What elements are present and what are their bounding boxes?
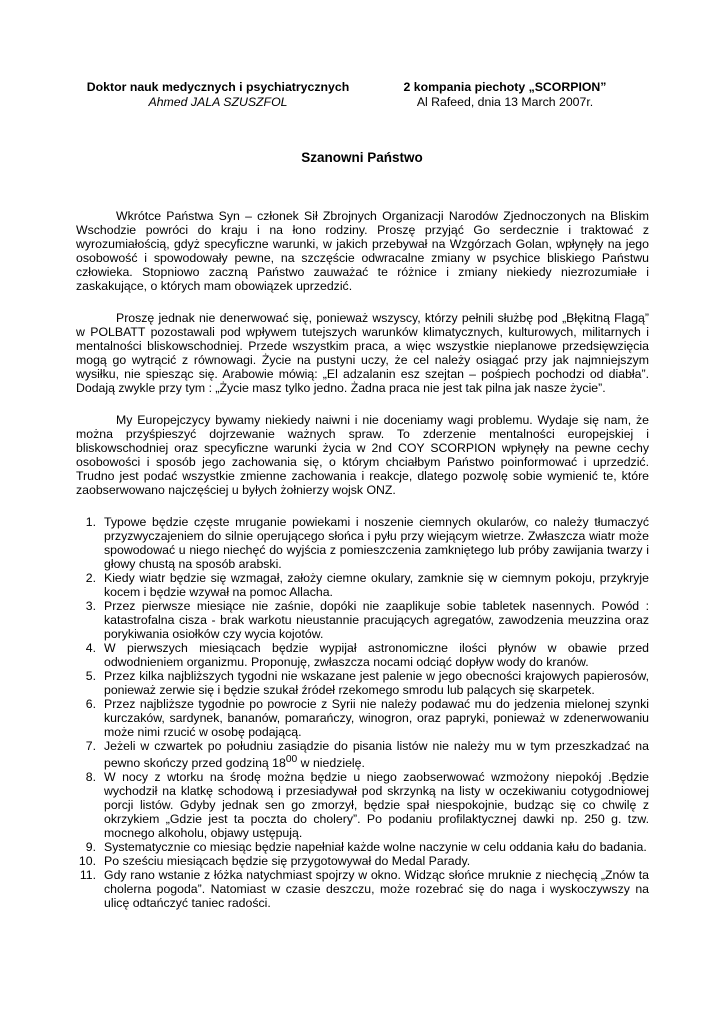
- list-text: Typowe będzie częste mruganie powiekami i noszenie ciemnych okularów, co należy tłumaczyć przyzwyczajeniem do silnie operującego słońca i pyłu przy wiejącym wietrze. Zwłaszcza wiatr może spowodować u niego niechęć do wyjścia z pomieszczenia zamkniętego lub próby zawijania twarzy i głowy chustą na sposób arabski.: [104, 515, 649, 571]
- list-text: W pierwszych miesiącach będzie wypijał astronomiczne ilości płynów w obawie przed odwodnieniem organizmu. Proponuję, zwłaszcza nocami odciąć dopływ wody do kranów.: [104, 641, 649, 669]
- list-text: Gdy rano wstanie z łóżka natychmiast spojrzy w okno. Widząc słońce mruknie z niechęcią „Znów ta cholerna pogoda”. Natomiast w czasie deszczu, może rozebrać się do naga i wyskoczywszy na ulicę odtańczyć taniec radości.: [104, 868, 649, 911]
- list-item: [76, 854, 649, 868]
- list-number: 11.: [79, 868, 96, 883]
- list-item: [76, 770, 649, 840]
- symptom-list: [76, 515, 649, 910]
- paragraph-2: Proszę jednak nie denerwować się, ponieważ wszyscy, którzy pełnili służbę pod „Błękitną Flagą” w POLBATT pozostawali pod wpływem tutejszych warunków klimatycznych, kulturowych, militarnych i mentalności bliskowschodniej. Przede wszystkim praca, a więc wszystkie nieplanowe przedsięwzięcia mogą go wytrącić z równowagi. Życie na pustyni uczy, że cel należy osiągać przy jak najmniejszym wysiłku, nie spiesząc się. Arabowie mówią: „El adzalanin esz szejtan – pośpiech pochodzi od diabła”. Dodają zwykle przy tym : „Życie masz tylko jedno. Żadna praca nie jest tak pilna jak nasze życie”.: [76, 311, 649, 395]
- list-text: Po sześciu miesiącach będzie się przygotowywał do Medal Parady.: [104, 854, 471, 869]
- letter-body: [76, 209, 649, 910]
- list-text-part: w niedzielę.: [297, 756, 365, 771]
- list-text: Przez pierwsze miesiące nie zaśnie, dopóki nie zaaplikuje sobie tabletek nasennych. Powód : katastrofalna cisza - brak warkotu nieustannie pracujących agregatów, zawodzenia meuzzina oraz porykiwania osiołków czy wycia kojotów.: [104, 599, 649, 641]
- list-number: 4.: [85, 641, 96, 655]
- list-number: 3.: [85, 599, 96, 613]
- list-number: 8.: [85, 770, 96, 785]
- paragraph-3: My Europejczycy bywamy niekiedy naiwni i nie doceniamy wagi problemu. Wydaje się nam, że można przyśpieszyć dojrzewanie ważnych spraw. To zderzenie mentalności europejskiej i bliskowschodniej oraz specyficzne warunki życia w 2nd COY SCORPION wpłynęły na pewne cechy osobowości i sposób jego zachowania się, o którym chciałbym Państwo poinformować i uprzedzić. Trudno jest podać wszystkie zmienne zachowania i reakcje, dlatego pozwolę sobie wymienić te, które zaobserwowano najczęściej u byłych żołnierzy wojsk ONZ.: [76, 413, 649, 497]
- list-item: [76, 599, 649, 641]
- list-text: Kiedy wiatr będzie się wzmagał, założy ciemne okulary, zamknie się w ciemnym pokoju, przykryje kocem i będzie wzywał na pomoc Allacha.: [104, 571, 649, 599]
- sender-block: [76, 80, 360, 110]
- unit-name: 2 kompania piechoty „SCORPION”: [403, 80, 607, 94]
- unit-block: [392, 80, 618, 110]
- salutation: Szanowni Państwo: [301, 150, 423, 165]
- list-text: Przez kilka najbliższych tygodni nie wskazane jest palenie w jego obecności krajowych papierosów, ponieważ zerwie się i będzie szukał źródeł rzekomego smrodu lub palących się skarpetek.: [104, 669, 649, 697]
- list-text: W nocy z wtorku na środę można będzie u niego zaobserwować wzmożony niepokój .Będzie wychodził na klatkę schodową i przesiadywał pod skrzynką na listy w oczekiwaniu cotygodniowej porcji listów. Gdyby jednak sen go zmorzył, będzie spał niespokojnie, budząc się co chwilę z okrzykiem „Gdzie jest ta poczta do cholery”. Po podaniu profilaktycznej dawki np. 250 g. tzw. mocnego alkoholu, objawy ustępują.: [104, 770, 649, 841]
- paragraph-1: Wkrótce Państwa Syn – członek Sił Zbrojnych Organizacji Narodów Zjednoczonych na Bliskim Wschodzie powróci do kraju i na łono rodziny. Proszę przyjąć Go serdecznie i traktować z wyrozumiałością, gdyż specyficzne warunki, w jakich przebywał na Wzgórzach Golan, wpłynęły na jego osobowość i spowodowały pewne, na szczęście odwracalne zmiany w psychice bliskiego Państwu człowieka. Stopniowo zaczną Państwo zauważać te różnice i zmiany niekiedy niezrozumiałe i zaskakujące, o których mam obowiązek uprzedzić.: [76, 209, 649, 293]
- list-text-part: Jeżeli w czwartek po południu zasiądzie do pisania listów nie należy mu w tym przeszkadzać na pewno skończy przed godziną 18: [104, 739, 649, 771]
- sender-name: Ahmed JALA SZUSZFOL: [148, 95, 288, 109]
- list-item: [76, 868, 649, 910]
- list-number: 1.: [85, 515, 96, 529]
- list-item: [76, 840, 649, 854]
- list-item: [76, 669, 649, 697]
- sender-title: Doktor nauk medycznych i psychiatrycznych: [86, 80, 350, 94]
- list-text: Systematycznie co miesiąc będzie napełniał każde wolne naczynie w celu oddania kału do badania.: [104, 840, 647, 855]
- list-number: 6.: [85, 697, 96, 711]
- list-item: [76, 739, 649, 770]
- list-number: 2.: [85, 571, 96, 585]
- list-number: 9.: [85, 840, 96, 855]
- list-number: 7.: [85, 739, 96, 753]
- list-item: [76, 697, 649, 739]
- place-date: Al Rafeed, dnia 13 March 2007r.: [416, 95, 594, 109]
- list-item: [76, 515, 649, 571]
- list-number: 5.: [85, 669, 96, 683]
- list-text: [104, 739, 649, 770]
- list-item: [76, 641, 649, 669]
- list-number: 10.: [78, 854, 96, 869]
- time-superscript: 00: [285, 754, 298, 765]
- list-text: Przez najbliższe tygodnie po powrocie z Syrii nie należy podawać mu do jedzenia mielonej szynki kurczaków, sardynek, bananów, pomarańczy, winogron, oraz papryki, ponieważ w zdenerwowaniu może nimi rzucić w osobę podającą.: [104, 697, 649, 739]
- list-item: [76, 571, 649, 599]
